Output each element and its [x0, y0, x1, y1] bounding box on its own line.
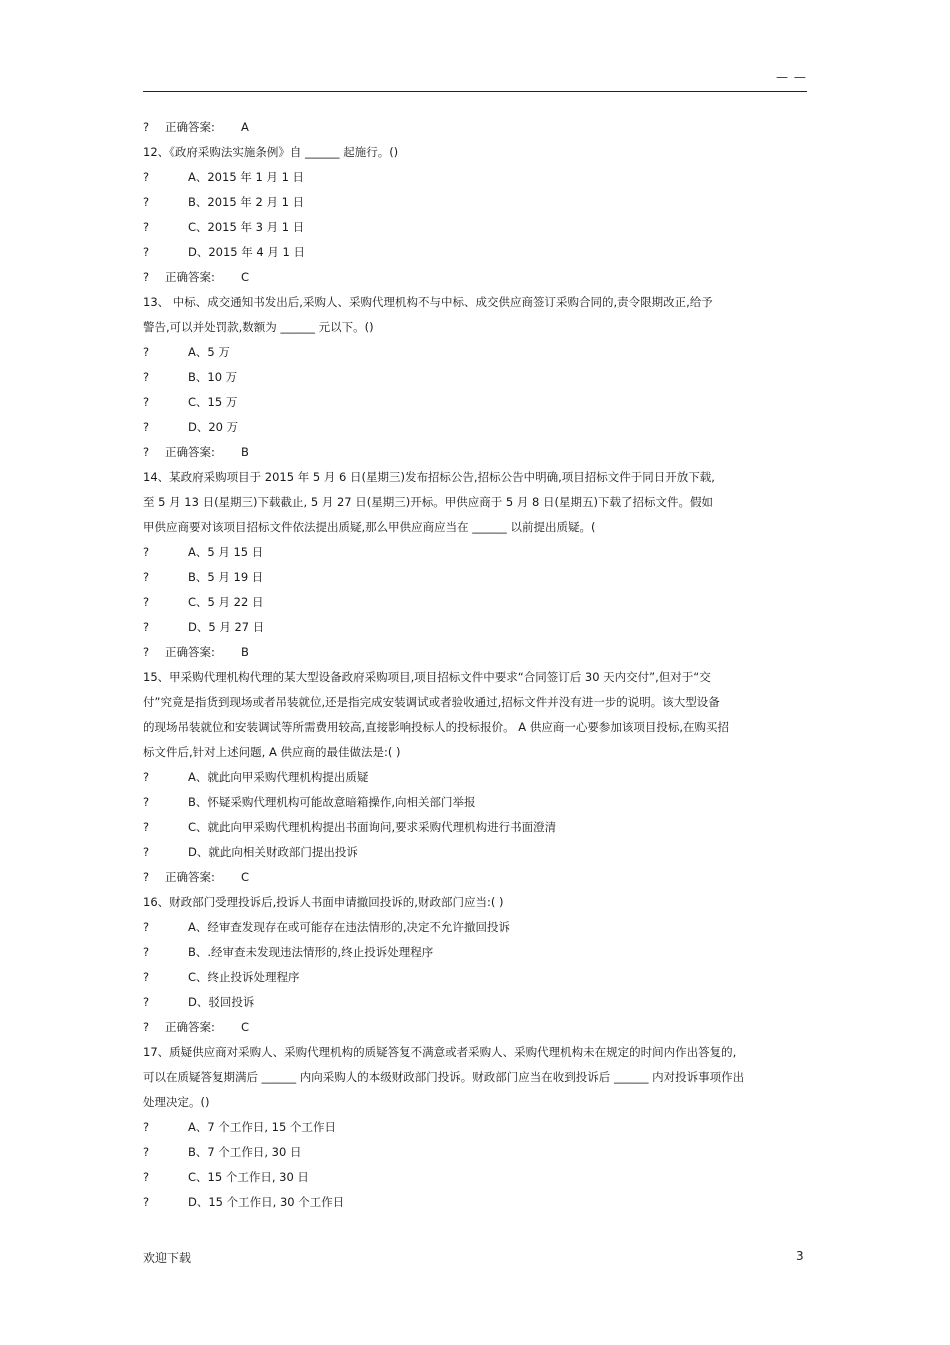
question-text: 警告,可以并处罚款,数额为 ______ 元以下。(): [143, 320, 374, 334]
bullet-marker: ?: [143, 195, 150, 209]
question-stem-line: [143, 740, 807, 765]
option-text: C、就此向甲采购代理机构提出书面询问,要求采购代理机构进行书面澄清: [188, 820, 557, 834]
question-stem-line: [143, 690, 807, 715]
question-stem-line: [143, 290, 807, 315]
answer-value: C: [241, 870, 250, 884]
option-text: A、就此向甲采购代理机构提出质疑: [188, 770, 369, 784]
question-text: 至 5 月 13 日(星期三)下载截止, 5 月 27 日(星期三)开标。甲供应商于 5 月 8 日(星期五)下载了招标文件。假如: [143, 495, 713, 509]
option-text: B、.经审查未发现违法情形的,终止投诉处理程序: [188, 945, 434, 959]
option-line: [143, 215, 807, 240]
bullet-marker: ?: [143, 920, 150, 934]
option-text: A、经审查发现存在或可能存在违法情形的,决定不允许撤回投诉: [188, 920, 511, 934]
bullet-marker: ?: [143, 120, 150, 134]
option-text: B、7 个工作日, 30 日: [188, 1145, 302, 1159]
option-line: [143, 965, 807, 990]
option-text: D、驳回投诉: [188, 995, 255, 1009]
option-text: A、5 万: [188, 345, 230, 359]
bullet-marker: ?: [143, 1120, 150, 1134]
bullet-marker: ?: [143, 620, 150, 634]
question-stem-line: [143, 890, 807, 915]
option-line: [143, 190, 807, 215]
question-stem-line: [143, 315, 807, 340]
bullet-marker: ?: [143, 1145, 150, 1159]
option-text: B、10 万: [188, 370, 238, 384]
answer-line: [143, 440, 807, 465]
option-line: [143, 365, 807, 390]
bullet-marker: ?: [143, 970, 150, 984]
answer-line: [143, 115, 807, 140]
option-text: B、怀疑采购代理机构可能故意暗箱操作,向相关部门举报: [188, 795, 476, 809]
question-stem-line: [143, 490, 807, 515]
answer-value: B: [241, 445, 249, 459]
bullet-marker: ?: [143, 770, 150, 784]
answer-label: 正确答案:: [165, 120, 215, 134]
option-text: A、2015 年 1 月 1 日: [188, 170, 305, 184]
bullet-marker: ?: [143, 420, 150, 434]
option-text: C、终止投诉处理程序: [188, 970, 300, 984]
question-text: 标文件后,针对上述问题, A 供应商的最佳做法是:( ): [143, 745, 401, 759]
bullet-marker: ?: [143, 945, 150, 959]
option-text: C、2015 年 3 月 1 日: [188, 220, 305, 234]
question-stem-line: [143, 665, 807, 690]
option-line: [143, 790, 807, 815]
bullet-marker: ?: [143, 1020, 150, 1034]
question-text: 14、某政府采购项目于 2015 年 5 月 6 日(星期三)发布招标公告,招标公告中明确,项目招标文件于同日开放下载,: [143, 470, 715, 484]
question-text: 的现场吊装就位和安装调试等所需费用较高,直接影响投标人的投标报价。 A 供应商一心要参加该项目投标,在购买招: [143, 720, 729, 734]
question-stem-line: [143, 140, 807, 165]
bullet-marker: ?: [143, 545, 150, 559]
page-number: 3: [796, 1249, 804, 1263]
option-line: [143, 940, 807, 965]
option-text: D、5 月 27 日: [188, 620, 265, 634]
answer-line: [143, 1015, 807, 1040]
option-line: [143, 815, 807, 840]
bullet-marker: ?: [143, 1195, 150, 1209]
option-line: [143, 390, 807, 415]
question-text: 13、 中标、成交通知书发出后,采购人、采购代理机构不与中标、成交供应商签订采购合同的,责令限期改正,给予: [143, 295, 713, 309]
option-text: A、7 个工作日, 15 个工作日: [188, 1120, 336, 1134]
option-text: A、5 月 15 日: [188, 545, 264, 559]
question-stem-line: [143, 1090, 807, 1115]
option-text: C、15 个工作日, 30 日: [188, 1170, 309, 1184]
answer-label: 正确答案:: [165, 645, 215, 659]
option-text: D、15 个工作日, 30 个工作日: [188, 1195, 345, 1209]
answer-label: 正确答案:: [165, 870, 215, 884]
answer-label: 正确答案:: [165, 270, 215, 284]
option-line: [143, 540, 807, 565]
question-text: 付”究竟是指货到现场或者吊装就位,还是指完成安装调试或者验收通过,招标文件并没有进一步的说明。该大型设备: [143, 695, 720, 709]
question-text: 17、质疑供应商对采购人、采购代理机构的质疑答复不满意或者采购人、采购代理机构未在规定的时间内作出答复的,: [143, 1045, 737, 1059]
option-line: [143, 1190, 807, 1215]
option-line: [143, 615, 807, 640]
option-line: [143, 765, 807, 790]
option-text: C、5 月 22 日: [188, 595, 264, 609]
header-rule: [143, 91, 807, 92]
bullet-marker: ?: [143, 795, 150, 809]
option-line: [143, 1140, 807, 1165]
question-stem-line: [143, 465, 807, 490]
answer-value: B: [241, 645, 249, 659]
option-line: [143, 1115, 807, 1140]
option-line: [143, 565, 807, 590]
bullet-marker: ?: [143, 870, 150, 884]
bullet-marker: ?: [143, 270, 150, 284]
answer-line: [143, 265, 807, 290]
question-stem-line: [143, 1065, 807, 1090]
option-line: [143, 165, 807, 190]
option-text: D、20 万: [188, 420, 239, 434]
answer-line: [143, 640, 807, 665]
option-text: B、2015 年 2 月 1 日: [188, 195, 305, 209]
question-stem-line: [143, 715, 807, 740]
question-text: 16、财政部门受理投诉后,投诉人书面申请撤回投诉的,财政部门应当:( ): [143, 895, 504, 909]
option-line: [143, 990, 807, 1015]
option-text: D、就此向相关财政部门提出投诉: [188, 845, 358, 859]
header-mark: — —: [776, 70, 807, 84]
question-text: 处理决定。(): [143, 1095, 210, 1109]
option-text: D、2015 年 4 月 1 日: [188, 245, 306, 259]
question-text: 甲供应商要对该项目招标文件依法提出质疑,那么甲供应商应当在 ______ 以前提出质疑。(: [143, 520, 596, 534]
bullet-marker: ?: [143, 170, 150, 184]
bullet-marker: ?: [143, 820, 150, 834]
question-stem-line: [143, 1040, 807, 1065]
bullet-marker: ?: [143, 1170, 150, 1184]
document-body: [143, 115, 807, 1215]
option-line: [143, 840, 807, 865]
bullet-marker: ?: [143, 445, 150, 459]
option-line: [143, 590, 807, 615]
answer-value: C: [241, 1020, 250, 1034]
option-line: [143, 340, 807, 365]
bullet-marker: ?: [143, 220, 150, 234]
bullet-marker: ?: [143, 595, 150, 609]
question-text: 12、《政府采购法实施条例》自 ______ 起施行。(): [143, 145, 399, 159]
option-line: [143, 915, 807, 940]
option-line: [143, 415, 807, 440]
option-text: B、5 月 19 日: [188, 570, 264, 584]
question-stem-line: [143, 515, 807, 540]
question-text: 15、甲采购代理机构代理的某大型设备政府采购项目,项目招标文件中要求“合同签订后 30 天内交付”,但对于“交: [143, 670, 711, 684]
bullet-marker: ?: [143, 345, 150, 359]
option-line: [143, 1165, 807, 1190]
answer-label: 正确答案:: [165, 1020, 215, 1034]
footer-label: 欢迎下载: [143, 1251, 192, 1265]
option-line: [143, 240, 807, 265]
bullet-marker: ?: [143, 995, 150, 1009]
answer-value: A: [241, 120, 249, 134]
option-text: C、15 万: [188, 395, 238, 409]
bullet-marker: ?: [143, 245, 150, 259]
bullet-marker: ?: [143, 645, 150, 659]
answer-label: 正确答案:: [165, 445, 215, 459]
answer-line: [143, 865, 807, 890]
bullet-marker: ?: [143, 395, 150, 409]
question-text: 可以在质疑答复期满后 ______ 内向采购人的本级财政部门投诉。财政部门应当在收到投诉后 ______ 内对投诉事项作出: [143, 1070, 745, 1084]
bullet-marker: ?: [143, 370, 150, 384]
answer-value: C: [241, 270, 250, 284]
bullet-marker: ?: [143, 845, 150, 859]
bullet-marker: ?: [143, 570, 150, 584]
